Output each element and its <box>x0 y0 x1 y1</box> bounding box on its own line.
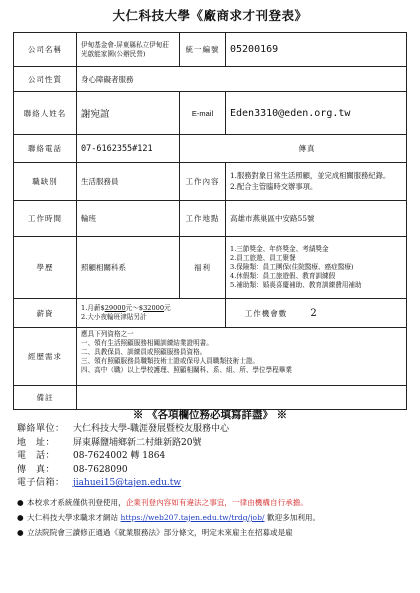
fax-label <box>180 135 407 163</box>
salary-line-1 <box>81 304 221 313</box>
duty-line: 1.服務對象日常生活照顧，並完成相關服務紀錄。 <box>230 170 391 180</box>
location-value: 高雄市燕巢區中安路55號 <box>226 201 407 237</box>
contact-email-row <box>17 477 412 491</box>
education-value: 照顧相關科系 <box>77 237 180 299</box>
hours-label: 工作時間 <box>14 201 77 237</box>
unit-value: 大仁科技大學-職涯發展暨校友服務中心 <box>73 424 230 434</box>
footer-note-3 <box>17 525 412 540</box>
contact-name-value: 謝宛誼 <box>77 92 180 135</box>
welfare-value <box>226 237 407 299</box>
page-title: 大仁科技大學《廠商求才刊登表》 <box>112 8 308 23</box>
email-value: Eden3310@eden.org.tw <box>226 92 407 135</box>
job-site-link[interactable]: https://web207.tajen.edu.tw/trdg/job/ <box>120 513 265 522</box>
footer-notes <box>17 495 412 540</box>
address-value: 屏東縣鹽埔鄉新二村維新路20號 <box>73 437 202 448</box>
fax-label-text: 傳真 <box>298 144 316 153</box>
tax-id-label: 統一編號 <box>180 33 226 67</box>
location-label: 工作地點 <box>180 201 226 237</box>
note-1-warning: 企業刊登內容如有違法之事宜，一律由機構自行承擔。 <box>125 498 308 507</box>
tax-id-value: 05200169 <box>226 33 407 67</box>
education-label: 學歷 <box>14 237 77 299</box>
salary-suffix: 元 <box>164 304 171 313</box>
salary-line-2: 2.大小夜輪班津貼另計 <box>81 313 147 321</box>
contact-name-label: 聯絡人姓名 <box>14 92 77 135</box>
bullet-icon: ● <box>17 513 24 522</box>
company-name-label: 公司名稱 <box>14 33 77 67</box>
duty-value <box>226 163 407 201</box>
job-value: 生活服務員 <box>77 163 180 201</box>
experience-line: 二、具教保員、訓練員或照顧服務員資格。 <box>81 347 207 356</box>
address-label: 地 址： <box>17 437 56 448</box>
contact-address-row <box>17 437 412 451</box>
welfare-line: 2.員工旅遊、員工聚餐 <box>230 254 296 263</box>
footer-note-2 <box>17 510 412 525</box>
contact-phone-row <box>17 450 412 464</box>
experience-line: 四、高中（職）以上學校護理、照顧相關科、系、組、所、學位學程畢業 <box>81 365 292 374</box>
phone-value: 08-7624002 轉 1864 <box>73 451 166 462</box>
salary-value <box>77 299 226 328</box>
contact-unit-row <box>17 423 412 437</box>
salary-max: 32000 <box>143 304 165 313</box>
salary-mid: 元～$ <box>125 304 144 313</box>
email-label: 電子信箱： <box>17 478 65 489</box>
recruitment-form-table <box>13 32 407 410</box>
remark-value <box>77 386 407 410</box>
contact-fax-row <box>17 464 412 478</box>
contact-info <box>17 423 412 491</box>
note-3-text: 立法院院會三讀修正通過《就業服務法》部分條文，明定未來雇主在招募或是雇 <box>27 528 293 537</box>
welfare-line: 3.保險類：員工團保(住院醫療、癌症醫療) <box>230 263 354 272</box>
job-label: 職缺別 <box>14 163 77 201</box>
fax-value: 08-7628090 <box>73 464 128 475</box>
fax-label: 傳 真： <box>17 464 56 475</box>
headcount-value: 2 <box>310 307 317 319</box>
salary-min: 29000 <box>104 304 126 313</box>
salary-label: 薪資 <box>14 299 77 328</box>
footer-note-1 <box>17 495 412 510</box>
email-link[interactable]: jiahuei15@tajen.edu.tw <box>73 478 182 489</box>
experience-line: 應具下列資格之一 <box>81 330 134 338</box>
salary-prefix: 1.月薪$ <box>81 304 105 313</box>
experience-line: 一、領有生活照顧服務相關訓練結業證明書。 <box>81 338 213 347</box>
phone-value: 07-6162355#121 <box>77 135 180 163</box>
phone-label: 電 話： <box>17 451 56 462</box>
duty-line: 2.配合主管臨時交辦事項。 <box>230 181 318 191</box>
welfare-label: 福利 <box>180 237 226 299</box>
experience-label: 經歷需求 <box>14 328 77 386</box>
duty-label: 工作內容 <box>180 163 226 201</box>
welfare-line: 5.補助類：婚喪喜慶補助、教育訓練費用補助 <box>230 280 362 289</box>
email-label: E-mail <box>180 92 226 135</box>
headcount-label: 工作機會數 <box>244 308 288 318</box>
bullet-icon: ● <box>17 498 24 507</box>
experience-value <box>77 328 407 386</box>
unit-label: 聯絡單位： <box>17 424 65 434</box>
note-1-text: 本校求才系統僅供刊登使用， <box>27 498 126 507</box>
company-type-label: 公司性質 <box>14 67 77 92</box>
note-2-text: 大仁科技大學求職求才網站 <box>27 513 121 522</box>
bullet-icon: ● <box>17 528 24 537</box>
hours-value: 輪班 <box>77 201 180 237</box>
headcount-cell <box>226 299 407 328</box>
welfare-line: 1.三節獎金、年終獎金、考績獎金 <box>230 245 329 254</box>
company-type-value: 身心障礙者服務 <box>77 67 407 92</box>
welfare-line: 4.休假類：員工旅遊假、教育訓練假 <box>230 271 336 280</box>
experience-line: 三、領有照顧服務員職類技術士證或保母人員職類技術士證。 <box>81 356 260 365</box>
notes-title: ※ 《各項欄位務必填寫詳盡》 ※ <box>132 409 288 421</box>
remark-label: 備註 <box>14 386 77 410</box>
phone-label: 聯絡電話 <box>14 135 77 163</box>
company-name-value: 伊甸基金會-屏東縣私立伊甸莊光啟能家園(公辦民營) <box>77 33 180 67</box>
note-2-suffix: 歡迎多加利用。 <box>264 513 321 522</box>
